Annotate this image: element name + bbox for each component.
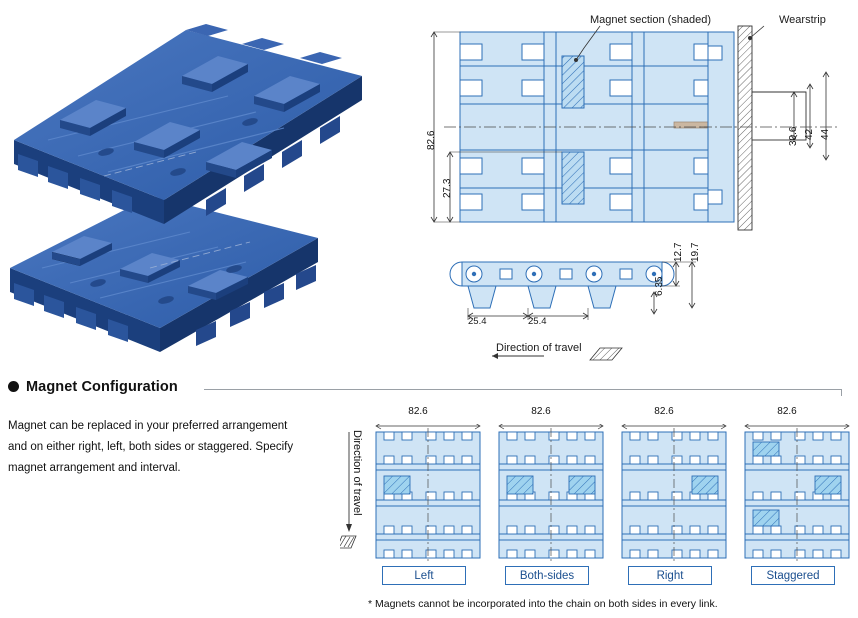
config-width-staggered: 82.6 — [777, 406, 797, 417]
config-label-right[interactable]: Right — [628, 566, 712, 585]
dim-25-4-a: 25.4 — [468, 316, 487, 327]
direction-of-travel-label: Direction of travel — [496, 342, 582, 354]
config-diagram-staggered — [745, 424, 849, 562]
config-diagram-right — [622, 424, 726, 562]
heading-rule — [204, 389, 842, 390]
wearstrip-body — [738, 26, 752, 230]
magnet-description: Magnet can be replaced in your preferred arrangement and on either right, left, both sides or staggered. Specify magnet arrangement and interval. — [8, 420, 294, 474]
dim-25-4-b: 25.4 — [528, 316, 547, 327]
page-root: Magnet section (shaded) Wearstrip 82.6 27.3 30.6 42 44 25.4 25.4 12.7 19.7 6.35 Direction of travel Magnet Configuration Magnet can be replaced in your preferred arrangement and on either right, left, both sides or staggered. Specify magnet arrangement and interval. Direction of travel 82.6 82.6 82.6 82.6 Left Both-sides Right Staggered * Magnets cannot be incorporated into the chain on both sides in every link. — [0, 0, 858, 618]
magnet-configuration-heading — [8, 378, 850, 400]
config-label-both-sides[interactable]: Both-sides — [505, 566, 589, 585]
wearstrip-view — [700, 26, 838, 230]
config-label-left[interactable]: Left — [382, 566, 466, 585]
section-title: Magnet Configuration — [26, 378, 178, 395]
config-width-left: 82.6 — [408, 406, 428, 417]
config-width-right: 82.6 — [654, 406, 674, 417]
config-width-both-sides: 82.6 — [531, 406, 551, 417]
heading-rule-cap — [841, 389, 842, 396]
config-label-staggered[interactable]: Staggered — [751, 566, 835, 585]
config-diagram-both-sides — [499, 424, 603, 562]
magnet-section-callout: Magnet section (shaded) — [590, 14, 712, 26]
config-diagram-left — [376, 424, 480, 562]
magnet-section-upper — [562, 56, 584, 108]
magnet-section-lower — [562, 152, 584, 204]
plan-view — [431, 32, 744, 222]
configuration-diagrams — [368, 424, 850, 566]
chain-module-upper — [14, 24, 362, 224]
bottom-note: * Magnets cannot be incorporated into the chain on both sides in every link. — [368, 598, 718, 610]
wearstrip-callout: Wearstrip — [779, 14, 826, 26]
bullet-icon — [8, 381, 19, 392]
chain-3d-illustration — [0, 0, 400, 360]
